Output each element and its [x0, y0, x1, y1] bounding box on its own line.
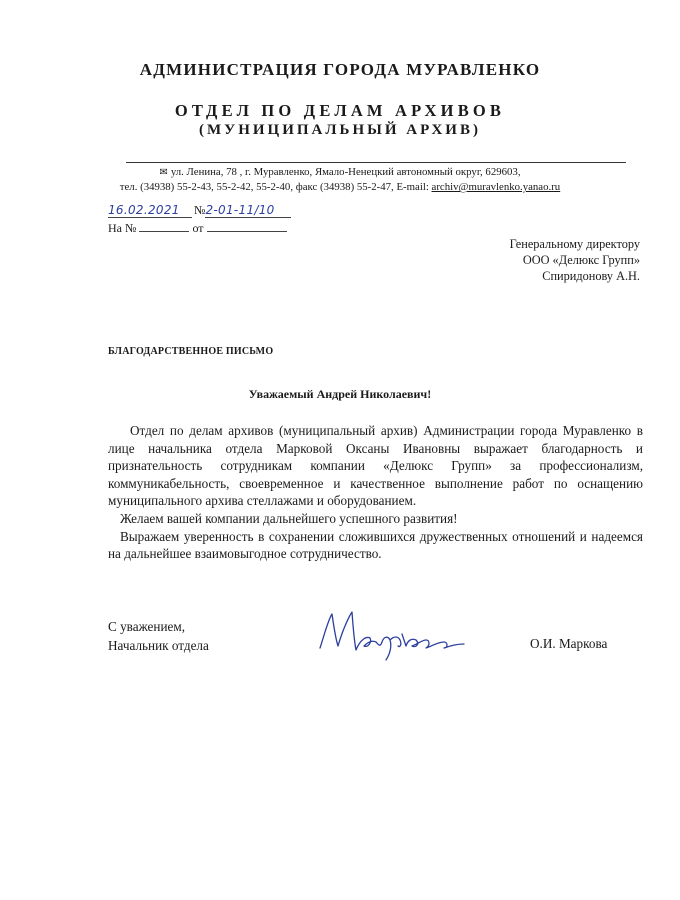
closing-position: Начальник отдела: [108, 638, 209, 653]
organization-title: АДМИНИСТРАЦИЯ ГОРОДА МУРАВЛЕНКО: [139, 60, 541, 79]
greeting: Уважаемый Андрей Николаевич!: [248, 387, 432, 401]
department-title: ОТДЕЛ ПО ДЕЛАМ АРХИВОВ: [174, 101, 506, 120]
recipient-name: Спиридонову А.Н.: [542, 269, 640, 283]
signer-name: О.И. Маркова: [530, 636, 608, 651]
body-paragraph: Желаем вашей компании дальнейшего успешного развития!: [120, 510, 458, 526]
email-link[interactable]: archiv@muravlenko.yanao.ru: [431, 181, 561, 193]
contacts-line: [0, 181, 680, 193]
closing-block: [108, 617, 209, 655]
envelope-icon: ✉: [159, 167, 168, 178]
recipient-company: ООО «Делюкс Групп»: [522, 253, 640, 267]
letter-type: БЛАГОДАРСТВЕННОЕ ПИСЬМО: [108, 346, 274, 357]
body-paragraph: Отдел по делам архивов (муниципальный архив) Администрации города Муравленко в лице начальника отдела Марковой Оксаны Ивановны выражает благодарность и признательность сотрудникам компании «Делюкс Групп» за профессионализм, коммуникабельность, своевременное и качественное выполнение работ по оснащению муниципального архива стеллажами и оборудованием.: [108, 423, 643, 509]
recipient-block: [510, 236, 640, 284]
reference-number-label: №: [194, 203, 206, 217]
address-text: ул. Ленина, 78 , г. Муравленко, Ямало-Ненецкий автономный округ, 629603,: [170, 166, 521, 178]
incoming-label: На №: [108, 221, 137, 235]
header-divider: [126, 162, 626, 163]
incoming-reference: [108, 220, 287, 236]
closing-regards: С уважением,: [108, 619, 185, 634]
reference-date: 16.02.2021: [108, 203, 192, 218]
letter-body: [108, 422, 643, 563]
department-subtitle: (МУНИЦИПАЛЬНЫЙ АРХИВ): [199, 122, 481, 138]
contacts-text: тел. (34938) 55-2-43, 55-2-42, 55-2-40, факс (34938) 55-2-47, E-mail:: [119, 181, 432, 193]
incoming-date-blank: [207, 220, 287, 232]
outgoing-reference: [108, 203, 291, 218]
body-paragraph: Выражаем уверенность в сохранении сложившихся дружественных отношений и надеемся на дальнейшее взаимовыгодное сотрудничество.: [108, 528, 643, 562]
reference-number: 2-01-11/10: [205, 203, 291, 218]
from-label: от: [192, 221, 204, 235]
recipient-title: Генеральному директору: [509, 237, 640, 251]
handwritten-signature: [314, 606, 474, 666]
incoming-number-blank: [139, 220, 189, 232]
address-line: [0, 166, 680, 178]
